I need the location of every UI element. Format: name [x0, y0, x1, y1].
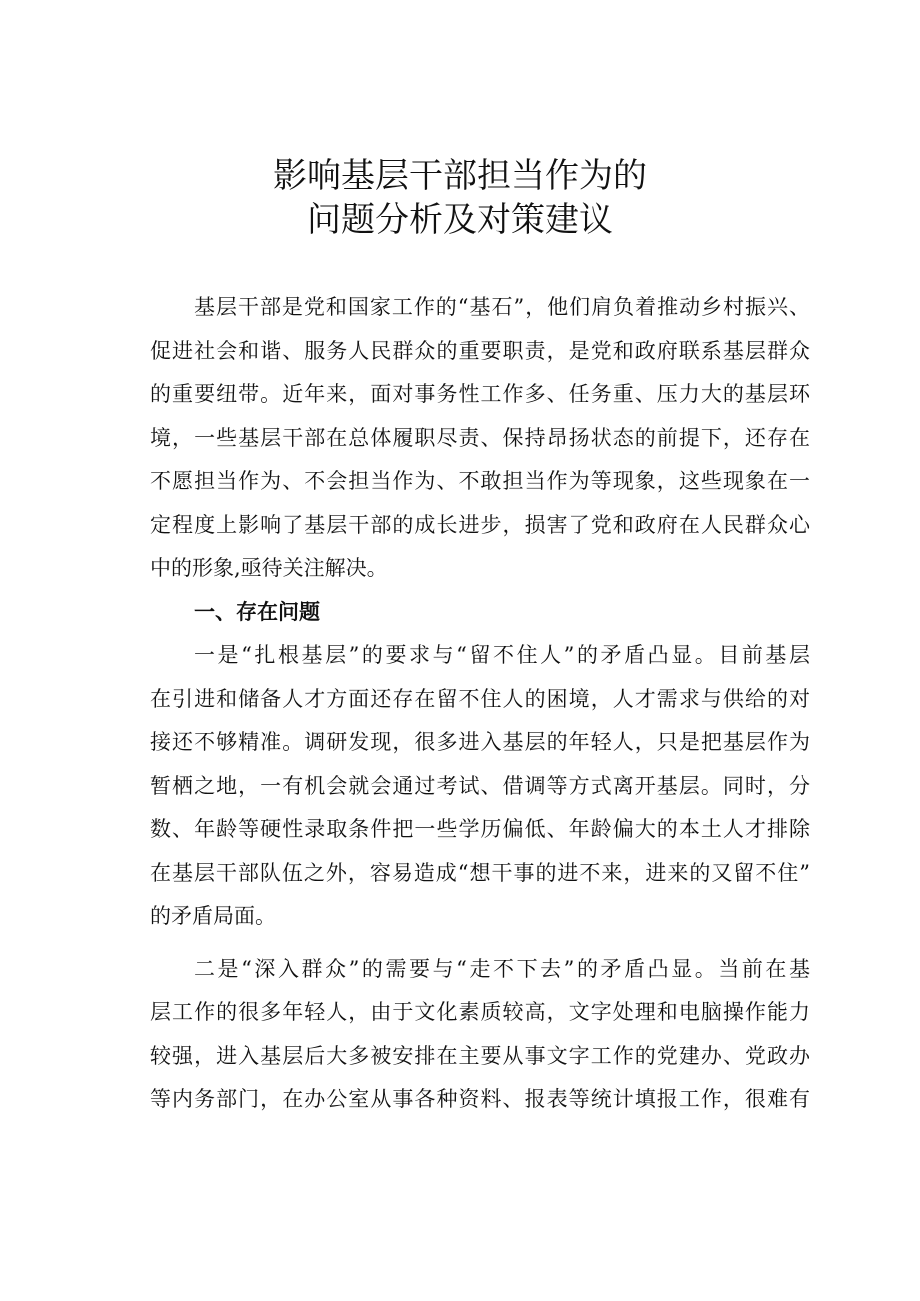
problem-paragraph-1 — [150, 634, 810, 939]
paragraph-line: 一是“扎根基层”的要求与“留不住人”的矛盾凸显。目前基层 — [194, 643, 810, 667]
paragraph-line: 较强，进入基层后大多被安排在主要从事文字工作的党建办、党政办 — [150, 1043, 810, 1068]
document-title-line-2: 问题分析及对策建议 — [307, 200, 613, 240]
paragraph-line: 二是“深入群众”的需要与“走不下去”的矛盾凸显。当前在基 — [194, 956, 810, 981]
intro-line: 定程度上影响了基层干部的成长进步，损害了党和政府在人民群众心 — [150, 512, 810, 537]
intro-line: 基层干部是党和国家工作的“基石”，他们肩负着推动乡村振兴、 — [194, 295, 810, 319]
document-body — [150, 286, 810, 1122]
paragraph-gap — [150, 939, 810, 948]
intro-line: 促进社会和谐、服务人民群众的重要职责，是党和政府联系基层群众 — [150, 338, 810, 363]
intro-line: 不愿担当作为、不会担当作为、不敢担当作为等现象，这些现象在一 — [150, 469, 810, 493]
paragraph-line: 的矛盾局面。 — [150, 904, 276, 928]
intro-line: 的重要纽带。近年来，面对事务性工作多、任务重、压力大的基层环 — [150, 382, 810, 406]
intro-line: 中的形象,亟待关注解决。 — [150, 556, 388, 580]
paragraph-line: 暂栖之地，一有机会就会通过考试、借调等方式离开基层。同时，分 — [150, 773, 810, 798]
intro-paragraph — [150, 286, 810, 591]
document-title-line-1: 影响基层干部担当作为的 — [273, 156, 647, 196]
paragraph-line: 接还不够精准。调研发现，很多进入基层的年轻人，只是把基层作为 — [150, 730, 810, 754]
paragraph-line: 数、年龄等硬性录取条件把一些学历偏低、年龄偏大的本土人才排除 — [150, 817, 810, 841]
paragraph-line: 在引进和储备人才方面还存在留不住人的困境，人才需求与供给的对 — [150, 686, 810, 711]
paragraph-line: 层工作的很多年轻人，由于文化素质较高，文字处理和电脑操作能力 — [150, 1000, 810, 1024]
intro-line: 境，一些基层干部在总体履职尽责、保持昂扬状态的前提下，还存在 — [150, 425, 810, 450]
problem-paragraph-2 — [150, 948, 810, 1122]
section-heading: 一、存在问题 — [194, 599, 320, 624]
paragraph-line: 等内务部门，在办公室从事各种资料、报表等统计填报工作，很难有 — [150, 1087, 810, 1111]
paragraph-line: 在基层干部队伍之外，容易造成“想干事的进不来，进来的又留不住” — [150, 860, 810, 885]
